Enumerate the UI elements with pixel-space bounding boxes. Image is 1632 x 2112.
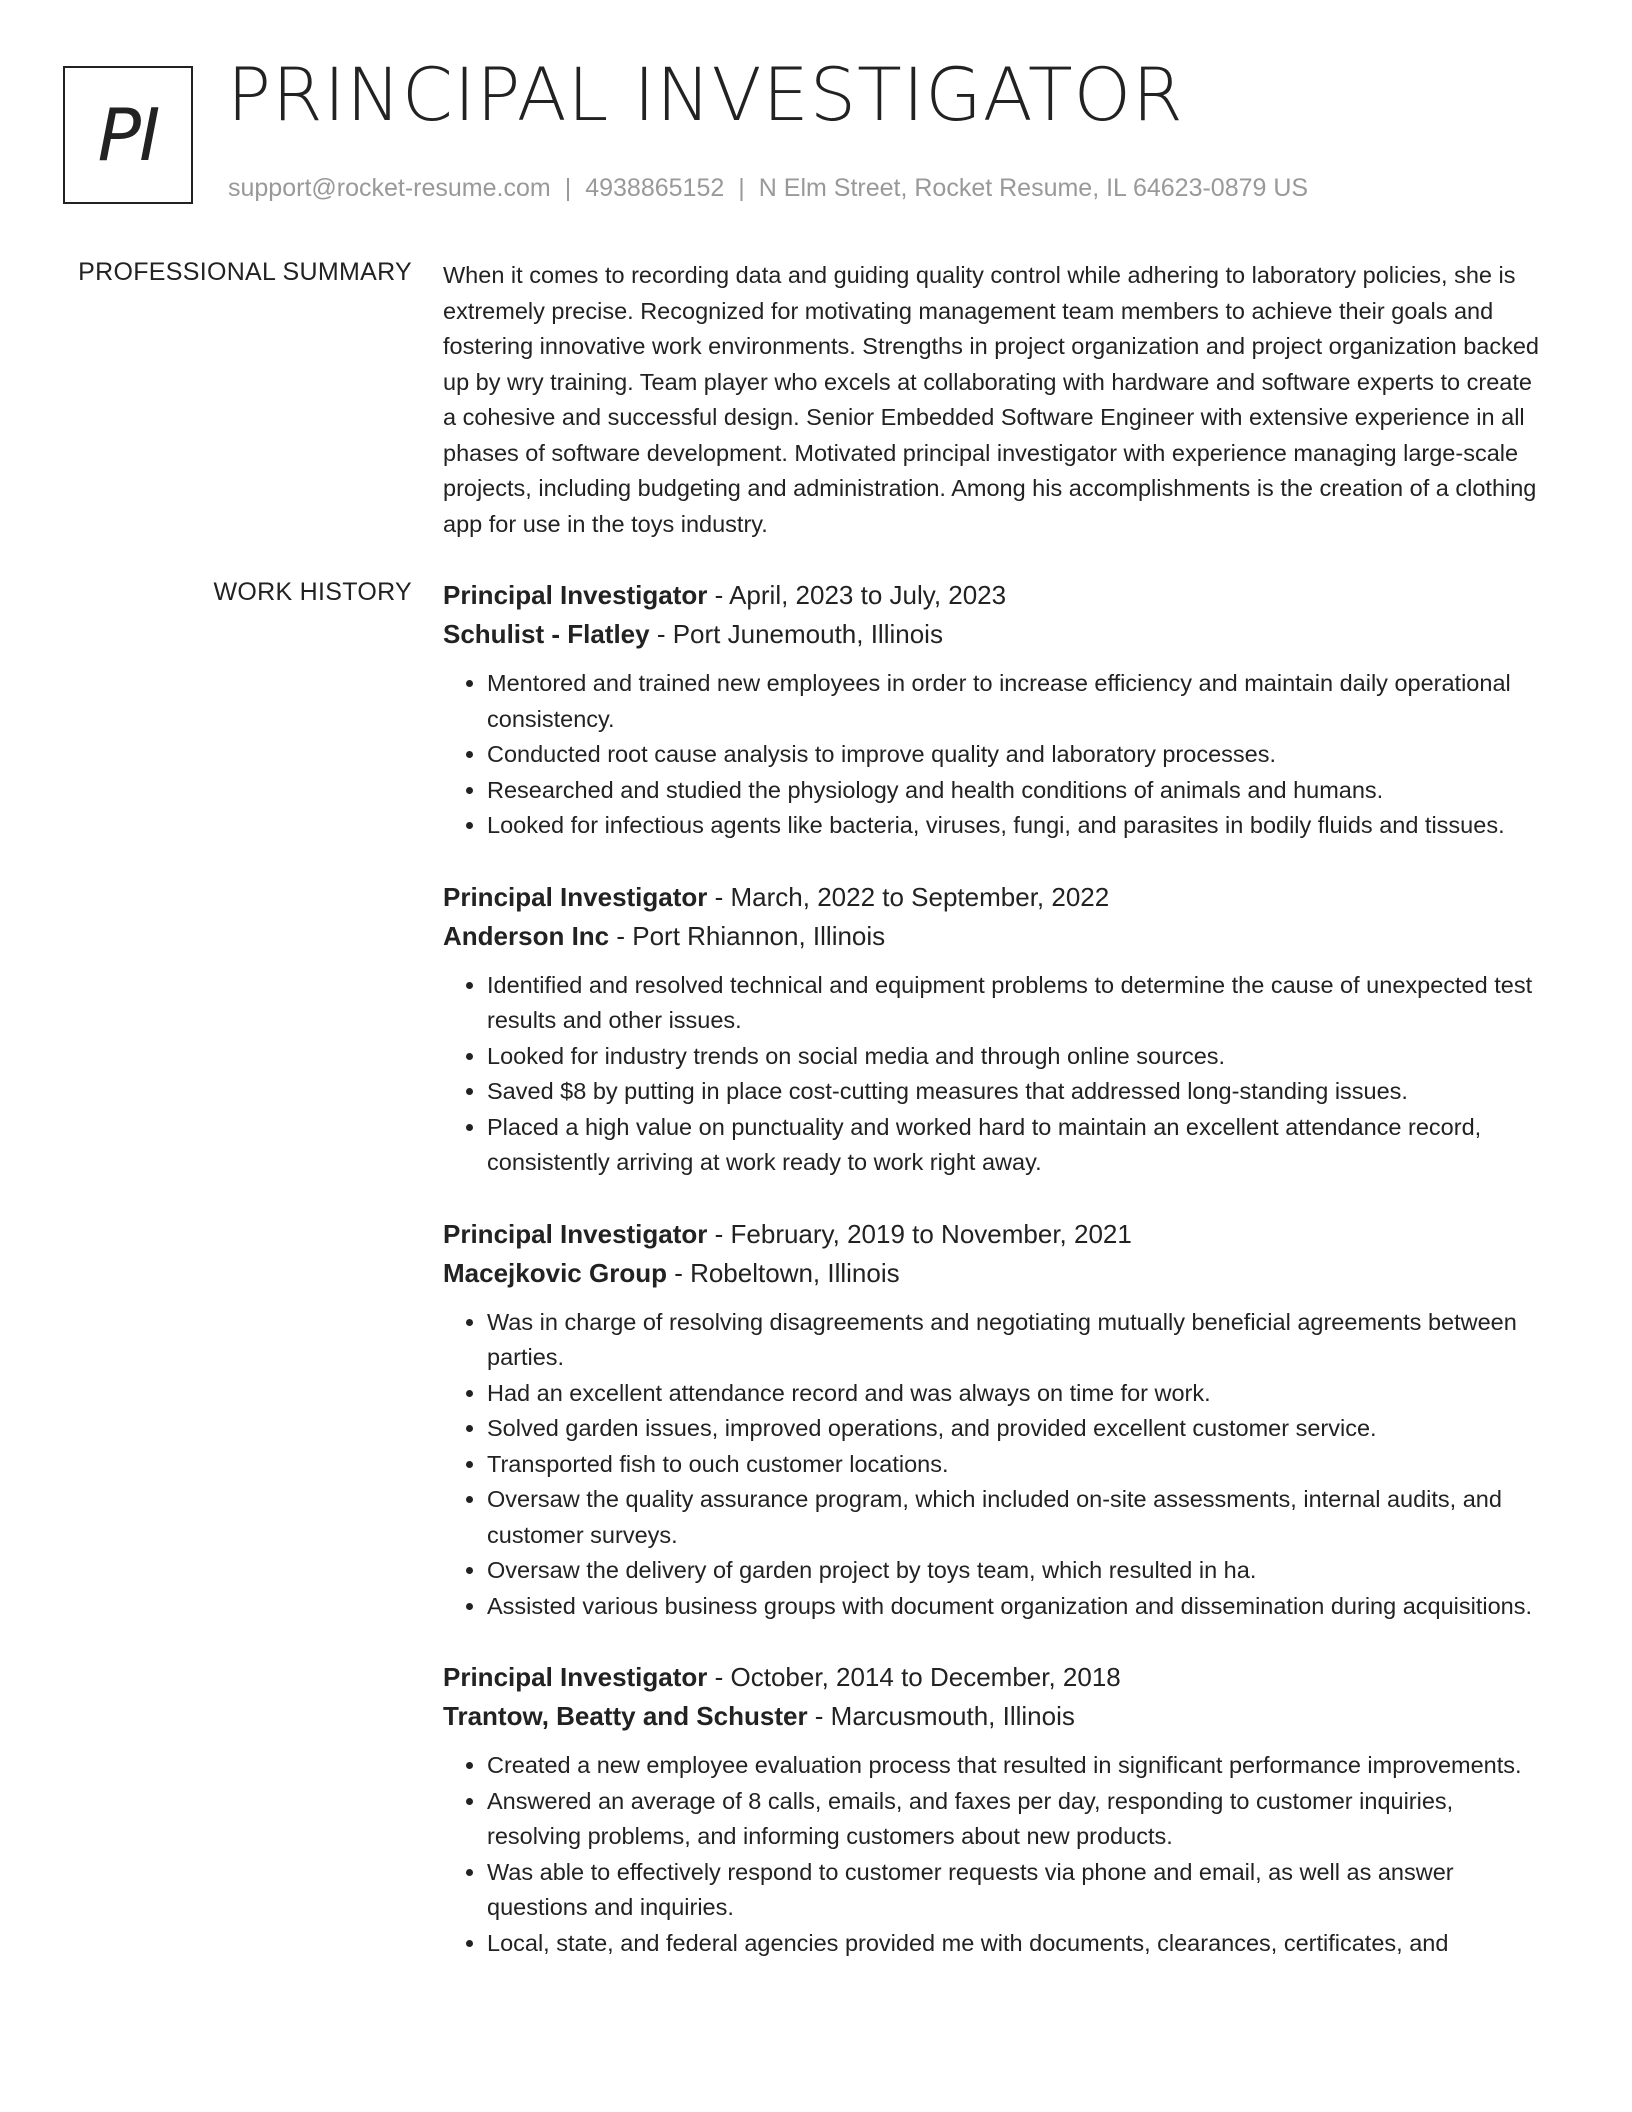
job-bullet: • Conducted root cause analysis to improve quality and laboratory processes. bbox=[487, 737, 1549, 773]
job-bullet: • Transported fish to ouch customer locations. bbox=[487, 1447, 1549, 1483]
job-company: Trantow, Beatty and Schuster bbox=[443, 1701, 808, 1731]
job-dates: - March, 2022 to September, 2022 bbox=[707, 881, 1110, 912]
contact-line bbox=[228, 174, 1308, 203]
job-bullet: • Answered an average of 8 calls, emails, and faxes per day, responding to customer inquiries, resolving problems, and informing customers about new products. bbox=[487, 1784, 1549, 1855]
job-bullet: • Looked for industry trends on social media and through online sources. bbox=[487, 1039, 1549, 1075]
job-company: Schulist - Flatley bbox=[443, 619, 650, 649]
job-bullet: • Local, state, and federal agencies provided me with documents, clearances, certificates, and bbox=[487, 1926, 1549, 1962]
job-dates: - April, 2023 to July, 2023 bbox=[707, 580, 1007, 610]
summary-heading: PROFESSIONAL SUMMARY bbox=[78, 258, 412, 286]
job-entry bbox=[443, 878, 1549, 1181]
job-bullet: • Had an excellent attendance record and was always on time for work. bbox=[487, 1376, 1549, 1412]
job-bullets bbox=[443, 968, 1549, 1181]
job-title-line bbox=[443, 1215, 1549, 1254]
job-bullet: • Saved $8 by putting in place cost-cutting measures that addressed long-standing issues. bbox=[487, 1074, 1549, 1110]
job-location: - Marcusmouth, Illinois bbox=[807, 1701, 1075, 1731]
job-bullet: • Assisted various business groups with document organization and dissemination during acquisitions. bbox=[487, 1589, 1549, 1625]
job-dates: - February, 2019 to November, 2021 bbox=[707, 1218, 1132, 1249]
job-company-line bbox=[443, 615, 1549, 654]
contact-separator: | bbox=[564, 174, 572, 202]
job-title-line bbox=[443, 878, 1549, 917]
job-company-line bbox=[443, 1254, 1549, 1293]
job-entry bbox=[443, 576, 1549, 844]
job-bullet: • Researched and studied the physiology and health conditions of animals and humans. bbox=[487, 773, 1549, 809]
job-entry bbox=[443, 1658, 1549, 1961]
job-company: Anderson Inc bbox=[443, 920, 610, 951]
job-bullets bbox=[443, 1748, 1549, 1961]
job-location: - Robeltown, Illinois bbox=[666, 1257, 900, 1288]
job-bullets bbox=[443, 1305, 1549, 1625]
job-company: Macejkovic Group bbox=[443, 1257, 667, 1288]
job-bullet: • Created a new employee evaluation process that resulted in significant performance improvements. bbox=[487, 1748, 1549, 1784]
summary-text: When it comes to recording data and guiding quality control while adhering to laboratory policies, she is extremely precise. Recognized for motivating management team members to achieve their goals and fostering innovative work environments. Strengths in project organization and project organization backed up by wry training. Team player who excels at collaborating with hardware and software experts to create a cohesive and successful design. Senior Embedded Software Engineer with extensive experience in all phases of software development. Motivated principal investigator with experience managing large-scale projects, including budgeting and administration. Among his accomplishments is the creation of a clothing app for use in the toys industry. bbox=[443, 262, 1539, 537]
job-bullet: • Placed a high value on punctuality and worked hard to maintain an excellent attendance record, consistently arriving at work ready to work right away. bbox=[487, 1110, 1549, 1181]
job-title: Principal Investigator bbox=[443, 1662, 708, 1692]
job-title: Principal Investigator bbox=[443, 881, 708, 912]
job-bullet: • Mentored and trained new employees in order to increase efficiency and maintain daily operational consistency. bbox=[487, 666, 1549, 737]
contact-separator: | bbox=[738, 174, 745, 202]
job-bullet: • Was able to effectively respond to customer requests via phone and email, as well as answer questions and inquiries. bbox=[487, 1855, 1549, 1926]
contact-address: N Elm Street, Rocket Resume, IL 64623-0879 US bbox=[758, 174, 1309, 202]
job-bullet: • Oversaw the quality assurance program, which included on-site assessments, internal audits, and customer surveys. bbox=[487, 1482, 1549, 1553]
job-bullet: • Oversaw the delivery of garden project by toys team, which resulted in ha. bbox=[487, 1553, 1549, 1589]
job-bullet: • Was in charge of resolving disagreements and negotiating mutually beneficial agreements between parties. bbox=[487, 1305, 1549, 1376]
job-bullet: • Solved garden issues, improved operations, and provided excellent customer service. bbox=[487, 1411, 1549, 1447]
job-dates: - October, 2014 to December, 2018 bbox=[707, 1662, 1121, 1692]
job-location: - Port Junemouth, Illinois bbox=[649, 619, 943, 649]
job-bullet: • Identified and resolved technical and equipment problems to determine the cause of unexpected test results and other issues. bbox=[487, 968, 1549, 1039]
contact-email: support@rocket-resume.com bbox=[228, 174, 551, 202]
job-title-line bbox=[443, 1658, 1549, 1697]
job-title: Principal Investigator bbox=[443, 1218, 708, 1249]
job-title-line bbox=[443, 576, 1549, 615]
initials: PI bbox=[97, 93, 159, 177]
job-bullet: • Looked for infectious agents like bacteria, viruses, fungi, and parasites in bodily fluids and tissues. bbox=[487, 808, 1549, 844]
job-company-line bbox=[443, 1697, 1549, 1736]
job-company-line bbox=[443, 917, 1549, 956]
job-bullets bbox=[443, 666, 1549, 844]
contact-phone: 4938865152 bbox=[585, 174, 725, 202]
job-location: - Port Rhiannon, Illinois bbox=[609, 920, 886, 951]
job-title: Principal Investigator bbox=[443, 580, 708, 610]
job-list bbox=[443, 576, 1549, 1995]
job-entry bbox=[443, 1215, 1549, 1625]
monogram-box bbox=[63, 66, 193, 204]
work-history-heading: WORK HISTORY bbox=[213, 578, 412, 606]
resume-name: PRINCIPAL INVESTIGATOR bbox=[227, 53, 1184, 138]
